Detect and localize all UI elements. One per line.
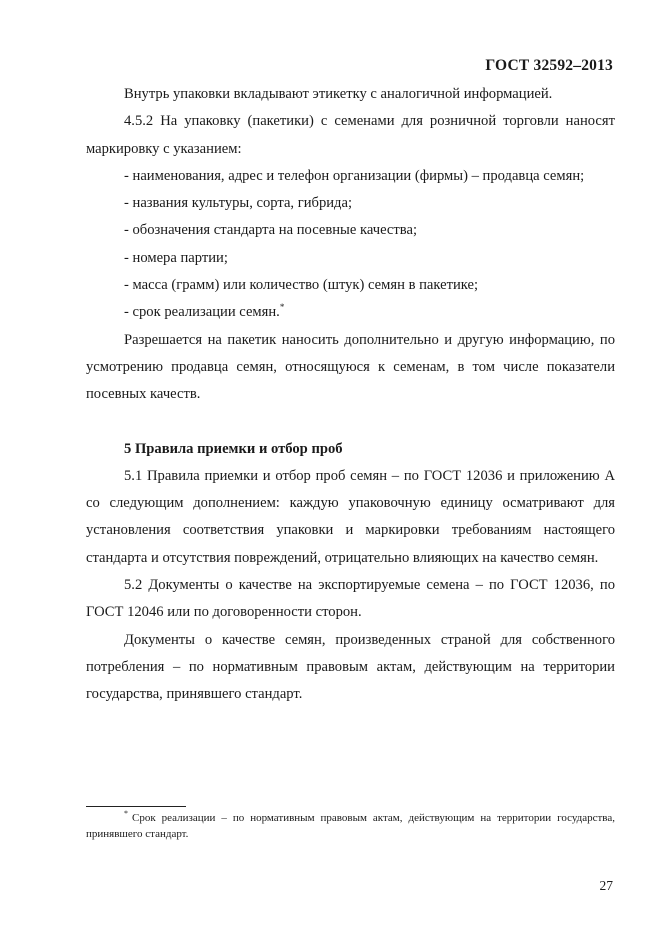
footnote [86, 810, 615, 842]
footnote-mark: * [124, 809, 128, 819]
section-heading: 5 Правила приемки и отбор проб [124, 440, 343, 457]
list-item: - номера партии; [124, 249, 228, 266]
paragraph-label-insert: Внутрь упаковки вкладывают этикетку с аналогичной информацией. [124, 86, 553, 102]
list-item-last [86, 299, 615, 326]
page-number: 27 [599, 878, 613, 893]
document-code: ГОСТ 32592–2013 [485, 57, 613, 74]
paragraph-4-5-2: 4.5.2 На упаковку (пакетики) с семенами для розничной торговли наносят маркировку с указанием: [86, 113, 615, 157]
paragraph-additional-info: Разрешается на пакетик наносить дополнительно и другую информацию, по усмотрению продавца семян, относящуюся к семенам, в том числе показатели посевных качеств. [86, 331, 615, 403]
paragraph-5-1: 5.1 Правила приемки и отбор проб семян – по ГОСТ 12036 и приложению А со следующим дополнением: каждую упаковочную единицу осматривают для установления соответствия упаковки и маркировки требованиям настоящего стандарта и отсутствия повреждений, отрицательно влияющих на качество семян. [86, 467, 615, 566]
marking-list [86, 163, 615, 327]
list-item: - названия культуры, сорта, гибрида; [124, 195, 353, 212]
footnote-reference: * [279, 302, 285, 313]
paragraph-5-2: 5.2 Документы о качестве на экспортируемые семена – по ГОСТ 12036, по ГОСТ 12046 или по договоренности сторон. [86, 577, 615, 621]
paragraph-quality-documents: Документы о качестве семян, произведенных страной для собственного потребления – по нормативным правовым актам, действующим на территории государства, принявшего стандарт. [86, 631, 615, 703]
body-text [86, 81, 615, 709]
list-item: - наименования, адрес и телефон организации (фирмы) – продавца семян; [124, 167, 585, 184]
list-item: - масса (грамм) или количество (штук) семян в пакетике; [124, 277, 479, 294]
list-item: - обозначения стандарта на посевные качества; [124, 222, 418, 239]
footnote-text: Срок реализации – по нормативным правовым актам, действующим на территории государства, принявшего стандарт. [86, 812, 615, 840]
footnote-divider [86, 806, 186, 807]
list-item-text: - срок реализации семян. [124, 304, 280, 321]
